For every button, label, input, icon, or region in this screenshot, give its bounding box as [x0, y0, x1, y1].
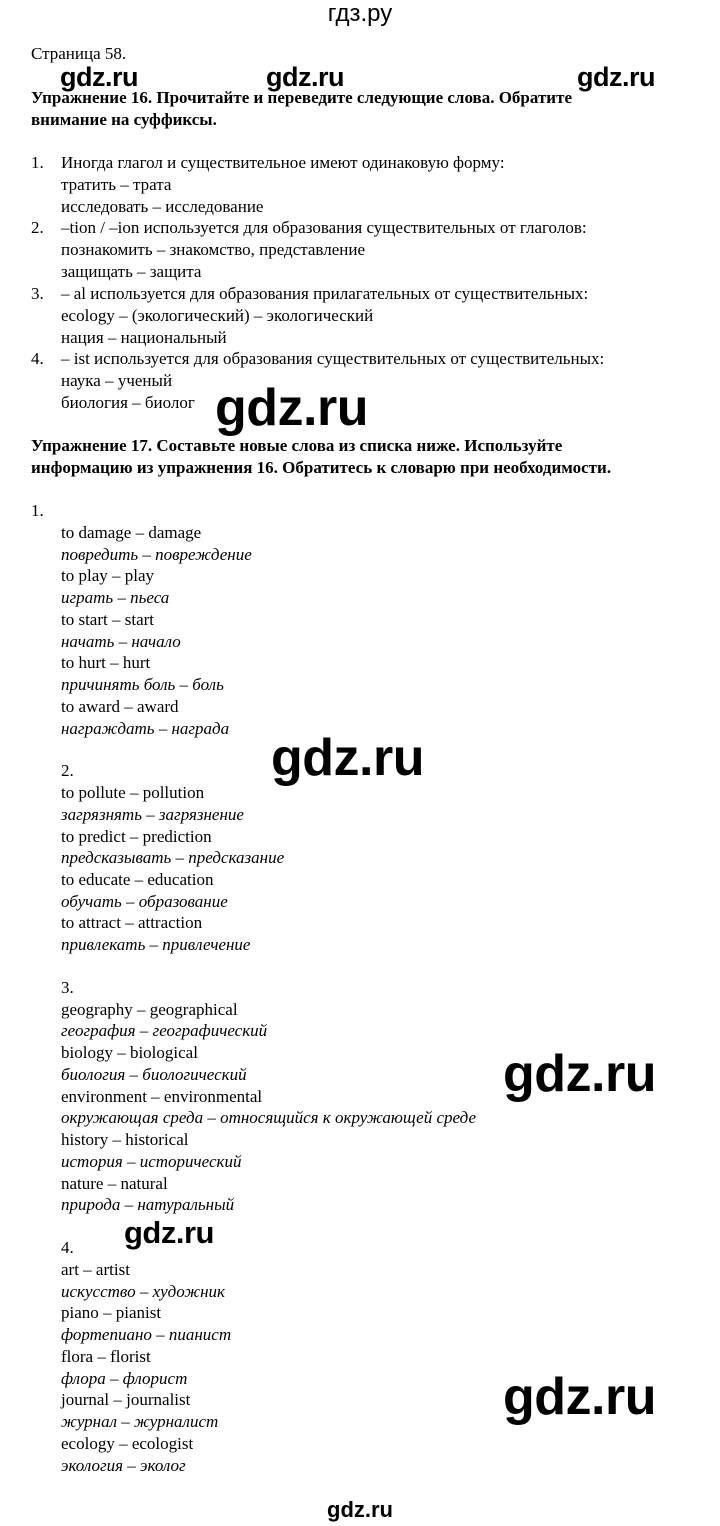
- pair-en: to damage – damage: [61, 523, 202, 542]
- pair-en: ecology – ecologist: [61, 1434, 194, 1453]
- ex16-item-num: 3.: [31, 284, 44, 303]
- pair-en: to start – start: [61, 610, 155, 629]
- pair-en: to educate – education: [61, 870, 214, 889]
- pair-en: to play – play: [61, 566, 155, 585]
- pair-ru: экология – эколог: [61, 1456, 186, 1475]
- pair-ru: окружающая среда – относящийся к окружающей среде: [61, 1108, 476, 1127]
- ex17-group-num: 3.: [61, 978, 74, 997]
- pair-en: environment – environmental: [61, 1087, 263, 1106]
- pair-en: to hurt – hurt: [61, 653, 151, 672]
- watermark: gdz.ru: [271, 729, 424, 787]
- watermark: gdz.ru: [215, 379, 368, 437]
- pair-en: to award – award: [61, 697, 179, 716]
- pair-ru: природа – натуральный: [61, 1195, 235, 1214]
- ex16-item-num: 1.: [31, 153, 44, 172]
- pair-ru: география – географический: [61, 1021, 268, 1040]
- ex16-item-line: биология – биолог: [61, 393, 195, 412]
- pair-ru: предсказывать – предсказание: [61, 848, 285, 867]
- ex16-item-line: нация – национальный: [61, 328, 227, 347]
- ex16-item-num: 4.: [31, 349, 44, 368]
- pair-en: to pollute – pollution: [61, 783, 205, 802]
- pair-en: geography – geographical: [61, 1000, 238, 1019]
- watermark: gdz.ru: [266, 62, 344, 92]
- ex16-item-num: 2.: [31, 218, 44, 237]
- pair-ru: причинять боль – боль: [61, 675, 224, 694]
- pair-en: nature – natural: [61, 1174, 168, 1193]
- site-header: гдз.ру: [327, 0, 393, 27]
- pair-ru: журнал – журналист: [61, 1412, 219, 1431]
- ex16-item-line: познакомить – знакомство, представление: [61, 240, 366, 259]
- pair-ru: награждать – награда: [61, 719, 230, 738]
- watermark: gdz.ru: [124, 1215, 214, 1250]
- pair-en: to predict – prediction: [61, 827, 212, 846]
- pair-ru: искусство – художник: [61, 1282, 225, 1301]
- ex16-item-line: Иногда глагол и существительное имеют одинаковую форму:: [61, 153, 505, 172]
- pair-ru: обучать – образование: [61, 892, 228, 911]
- watermark: gdz.ru: [503, 1368, 656, 1426]
- pair-ru: история – исторический: [61, 1152, 242, 1171]
- watermark: gdz.ru: [577, 62, 655, 92]
- ex16-item-line: исследовать – исследование: [61, 197, 264, 216]
- pair-ru: начать – начало: [61, 632, 181, 651]
- ex16-item-line: защищать – защита: [61, 262, 202, 281]
- ex17-group-num: 2.: [61, 761, 74, 780]
- watermark: gdz.ru: [60, 62, 138, 92]
- pair-ru: флора – флорист: [61, 1369, 188, 1388]
- pair-ru: привлекать – привлечение: [61, 935, 251, 954]
- pair-en: flora – florist: [61, 1347, 151, 1366]
- pair-en: piano – pianist: [61, 1303, 162, 1322]
- ex16-item-line: – ist используется для образования существительных от существительных:: [61, 349, 605, 368]
- watermark: gdz.ru: [503, 1045, 656, 1103]
- pair-en: biology – biological: [61, 1043, 198, 1062]
- ex17-group-num: 1.: [31, 501, 44, 520]
- pair-en: art – artist: [61, 1260, 130, 1279]
- pair-ru: загрязнять – загрязнение: [61, 805, 244, 824]
- ex17-title-line1: Упражнение 17. Составьте новые слова из списка ниже. Используйте: [31, 436, 563, 455]
- pair-en: to attract – attraction: [61, 913, 203, 932]
- page-label: Страница 58.: [31, 44, 127, 63]
- ex16-title-line1: Упражнение 16. Прочитайте и переведите следующие слова. Обратите: [31, 88, 572, 107]
- ex16-item-line: –tion / –ion используется для образования существительных от глаголов:: [61, 218, 587, 237]
- site-footer: gdz.ru: [327, 1497, 393, 1522]
- ex16-item-line: – al используется для образования прилагательных от существительных:: [61, 284, 589, 303]
- ex16-title-line2: внимание на суффиксы.: [31, 110, 217, 129]
- ex16-item-line: ecology – (экологический) – экологический: [61, 306, 374, 325]
- ex16-item-line: тратить – трата: [61, 175, 172, 194]
- pair-en: history – historical: [61, 1130, 189, 1149]
- pair-ru: играть – пьеса: [61, 588, 170, 607]
- pair-ru: биология – биологический: [61, 1065, 247, 1084]
- pair-en: journal – journalist: [61, 1390, 191, 1409]
- ex17-group-num: 4.: [61, 1238, 74, 1257]
- ex17-title-line2: информацию из упражнения 16. Обратитесь к словарю при необходимости.: [31, 458, 612, 477]
- pair-ru: фортепиано – пианист: [61, 1325, 232, 1344]
- ex16-item-line: наука – ученый: [61, 371, 173, 390]
- pair-ru: повредить – повреждение: [61, 545, 252, 564]
